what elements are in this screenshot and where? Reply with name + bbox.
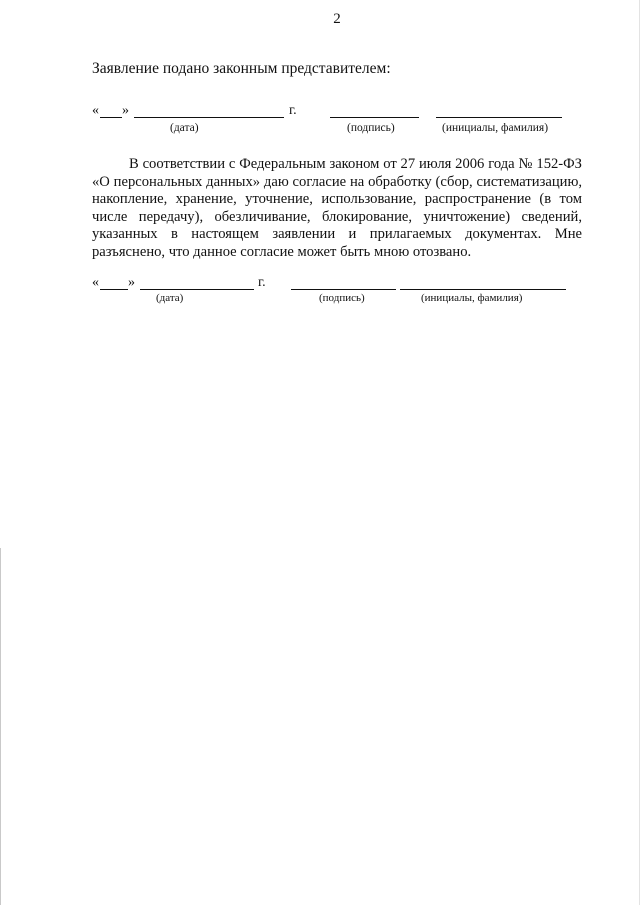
representative-statement: Заявление подано законным представителем: — [92, 60, 391, 77]
year-suffix: г. — [289, 103, 297, 118]
name-caption: (инициалы, фамилия) — [421, 292, 523, 304]
date-caption: (дата) — [170, 122, 199, 134]
day-blank-line — [100, 289, 128, 290]
name-caption: (инициалы, фамилия) — [442, 122, 549, 134]
quote-close: » — [122, 103, 129, 118]
date-caption: (дата) — [156, 292, 184, 304]
scan-edge-left — [0, 548, 1, 905]
signature-caption: (подпись) — [347, 122, 395, 134]
name-blank-line — [436, 117, 562, 118]
day-blank-line — [100, 117, 122, 118]
signature-caption: (подпись) — [319, 292, 365, 304]
signature-blank-line — [330, 117, 419, 118]
page-number: 2 — [333, 11, 341, 27]
signature-row-1 — [0, 103, 640, 123]
month-year-blank-line — [134, 117, 284, 118]
consent-paragraph: В соответствии с Федеральным законом от 27 июля 2006 года № 152-ФЗ «О персональных данных» даю согласие на обработку (сбор, систематизацию, накопление, хранение, уточнение, использование, распространение (в том числе передачу), обезличивание, блокирование, уничтожение) сведений, указанных в настоящем заявлении и прилагаемых документах. Мне разъяснено, что данное согласие может быть мною отозвано. — [92, 156, 582, 260]
quote-close: » — [128, 275, 135, 290]
month-year-blank-line — [140, 289, 254, 290]
year-suffix: г. — [258, 275, 266, 290]
signature-blank-line — [291, 289, 396, 290]
quote-open: « — [92, 275, 99, 290]
quote-open: « — [92, 103, 99, 118]
name-blank-line — [400, 289, 566, 290]
